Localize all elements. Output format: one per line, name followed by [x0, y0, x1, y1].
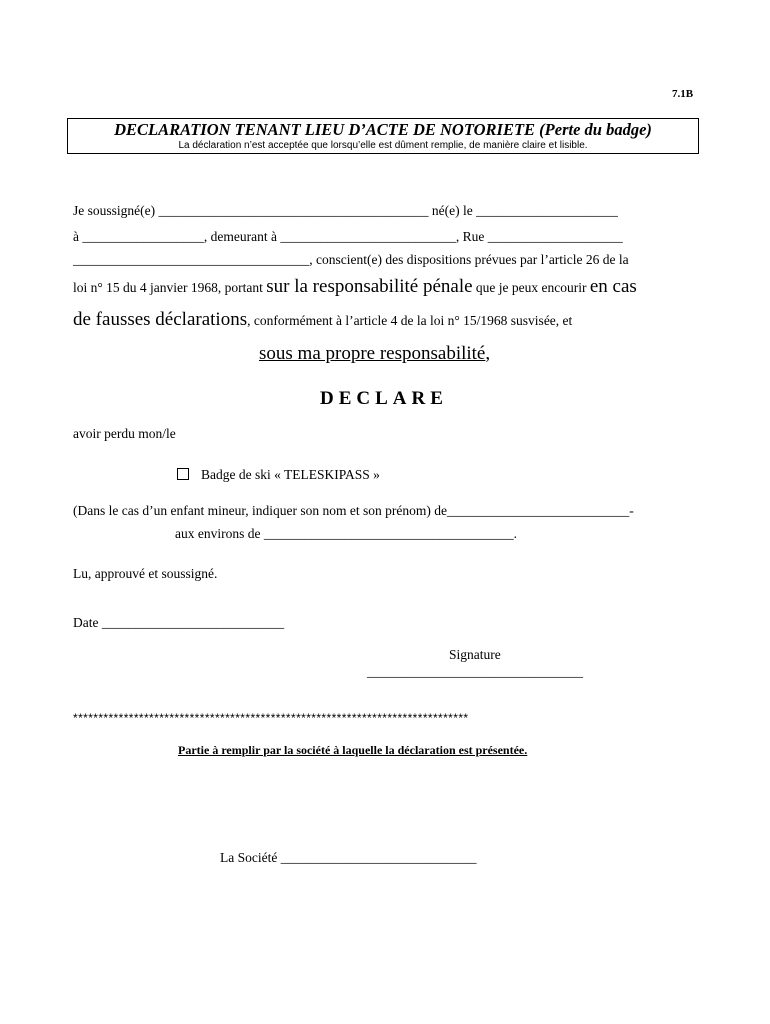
penal-responsibility-text: sur la responsabilité pénale [266, 276, 473, 297]
lost-item-text: avoir perdu mon/le [73, 426, 176, 441]
separator-stars: ****************************************************************************** [73, 711, 469, 725]
birthplace-address-line[interactable]: à __________________, demeurant à __________________________, Rue ____________________ [73, 229, 623, 244]
page-title: DECLARATION TENANT LIEU D’ACTE DE NOTORIETE (Perte du badge) [114, 120, 652, 139]
declare-heading: DECLARE [320, 388, 448, 409]
signature-field[interactable]: ________________________________ [367, 664, 583, 679]
minor-child-line[interactable]: (Dans le cas d’un enfant mineur, indiquer son nom et son prénom) de___________________________- [73, 503, 634, 518]
law-reference-line [73, 276, 637, 298]
badge-checkbox[interactable] [177, 468, 189, 480]
approved-text: Lu, approuvé et soussigné. [73, 566, 218, 581]
false-declarations-text: de fausses déclarations [73, 309, 248, 330]
street-awareness-line[interactable]: ___________________________________, conscient(e) des dispositions prévues par l’article 26 de la [73, 252, 629, 267]
own-responsibility-text: sous ma propre responsabilité [259, 343, 486, 364]
form-code: 7.1B [672, 88, 694, 100]
declarant-name-birthdate-line[interactable]: Je soussigné(e) ________________________________________ né(e) le _____________________ [73, 203, 618, 218]
date-field[interactable]: Date ___________________________ [73, 615, 285, 630]
badge-option-label: Badge de ski « TELESKIPASS » [201, 467, 380, 482]
law-text-3: en cas [589, 276, 637, 297]
signature-label: Signature [449, 647, 501, 662]
law-text-2: que je peux encourir [472, 280, 590, 295]
false-declarations-line [73, 309, 572, 331]
company-section-heading: Partie à remplir par la société à laquelle la déclaration est présentée. [178, 743, 528, 757]
law-text-1: loi n° 15 du 4 janvier 1968, portant [73, 280, 267, 295]
page-subtitle: La déclaration n’est acceptée que lorsqu’elle est dûment remplie, de manière claire et lisible. [178, 140, 588, 151]
location-line[interactable]: aux environs de _____________________________________. [175, 526, 517, 541]
company-field[interactable]: La Société _____________________________ [220, 850, 477, 865]
own-responsibility-heading [259, 343, 490, 365]
own-responsibility-comma: , [485, 343, 491, 364]
title-box [67, 118, 699, 154]
conformity-text: , conformément à l’article 4 de la loi n° 15/1968 susvisée, et [247, 313, 573, 328]
badge-option[interactable] [177, 467, 380, 483]
